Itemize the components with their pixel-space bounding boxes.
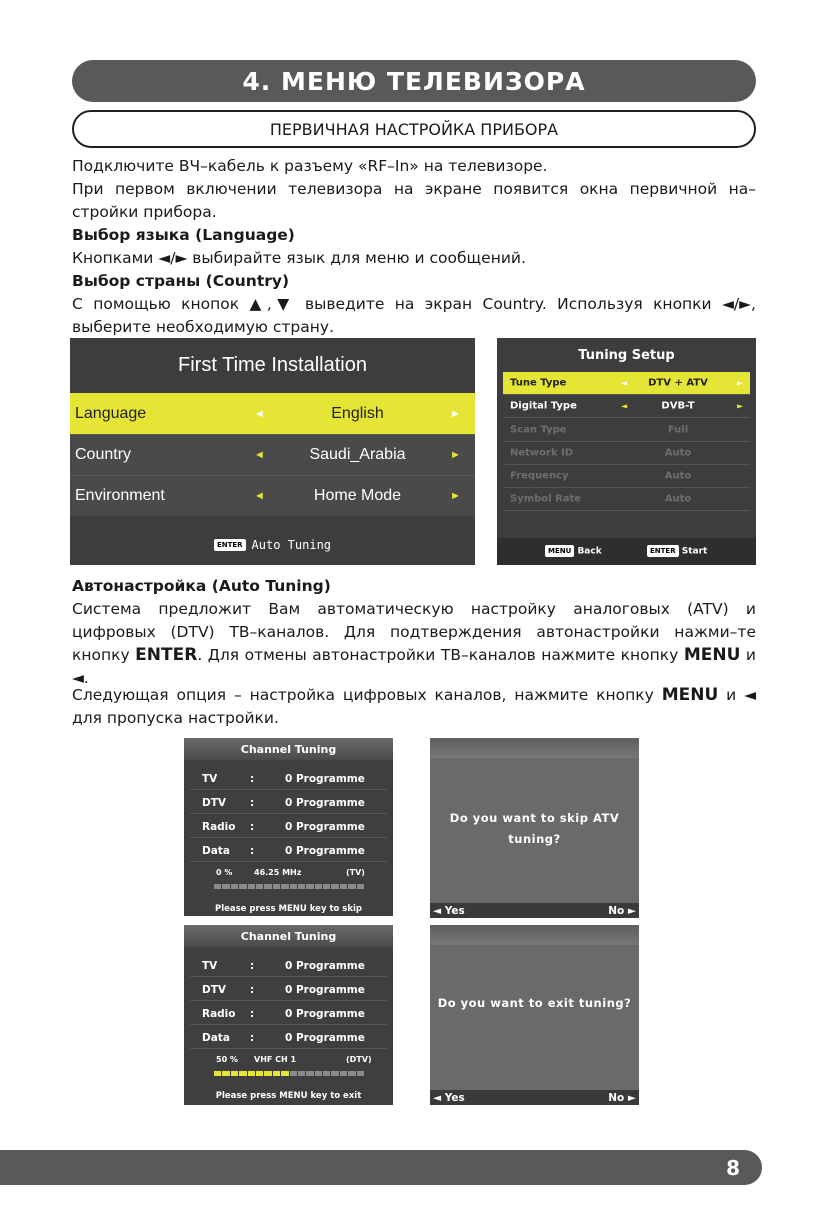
ct-value: 0 Programme bbox=[285, 820, 365, 833]
enter-key-label: ENTER bbox=[135, 645, 198, 665]
progress-segment bbox=[239, 884, 246, 889]
ts-row-label: Frequency bbox=[510, 470, 569, 482]
progress-percent: 50 % bbox=[216, 1055, 238, 1064]
progress-segment bbox=[323, 884, 330, 889]
progress-bar bbox=[214, 884, 364, 889]
enter-key-icon: ENTER bbox=[214, 539, 246, 551]
progress-mode: (TV) bbox=[346, 868, 365, 877]
fti-row-value: English bbox=[331, 404, 384, 422]
ct-value: 0 Programme bbox=[285, 959, 365, 972]
enter-key-icon: ENTER bbox=[647, 545, 679, 557]
ct-row-dtv bbox=[190, 792, 387, 814]
fti-row-value: Home Mode bbox=[313, 487, 402, 504]
ct-colon: : bbox=[250, 844, 255, 857]
ct-row-radio bbox=[190, 1003, 387, 1025]
ct-colon: : bbox=[250, 959, 255, 972]
page-footer bbox=[0, 1150, 762, 1185]
ct-colon: : bbox=[250, 772, 255, 785]
arrow-left-icon[interactable]: ◄ bbox=[621, 401, 628, 411]
intro-line-1: Подключите ВЧ–кабель к разъему «RF–In» на телевизоре. bbox=[72, 157, 548, 175]
ts-title: Tuning Setup bbox=[578, 347, 675, 363]
skip-atv-dialog bbox=[430, 738, 639, 918]
chapter-title: 4. МЕНЮ ТЕЛЕВИЗОРА bbox=[72, 60, 756, 102]
ct-row-radio bbox=[190, 816, 387, 838]
arrow-left-icon[interactable]: ◄ bbox=[254, 490, 265, 502]
ct-colon: : bbox=[250, 1031, 255, 1044]
arrow-left-icon[interactable]: ◄ bbox=[621, 378, 628, 388]
menu-key-icon: MENU bbox=[545, 545, 574, 557]
ts-row-value: Auto bbox=[664, 447, 692, 459]
ts-row-label: Symbol Rate bbox=[510, 493, 582, 505]
dialog-header bbox=[430, 738, 639, 758]
first-time-installation-screen bbox=[70, 338, 475, 565]
channel-tuning-screen-1 bbox=[184, 738, 393, 916]
ct-value: 0 Programme bbox=[285, 1007, 365, 1020]
dialog-footer bbox=[430, 903, 639, 918]
dialog-message bbox=[430, 808, 639, 850]
ts-row-symbol-rate bbox=[503, 488, 750, 511]
ts-row-frequency bbox=[503, 465, 750, 488]
progress-percent: 0 % bbox=[216, 868, 233, 877]
start-label: Start bbox=[681, 546, 708, 557]
p1-text-b: . Для отмены автонастройки ТВ–каналов нажмите кнопку bbox=[197, 646, 679, 664]
ct-row-data bbox=[190, 1027, 387, 1049]
page-number: 8 bbox=[726, 1155, 740, 1180]
start-hint[interactable] bbox=[647, 545, 707, 557]
ct-value: 0 Programme bbox=[285, 844, 365, 857]
progress-segment bbox=[248, 1071, 255, 1076]
progress-segment bbox=[281, 1071, 288, 1076]
yes-button[interactable]: ◄ Yes bbox=[433, 1091, 465, 1104]
channel-tuning-screen-2 bbox=[184, 925, 393, 1105]
arrow-right-icon[interactable]: ► bbox=[737, 378, 744, 388]
ts-row-tune-type[interactable] bbox=[503, 372, 750, 395]
no-button[interactable]: No ► bbox=[608, 904, 636, 917]
fti-row-country[interactable] bbox=[70, 434, 475, 475]
intro-line-2: При первом включении телевизора на экране появится окна первичной на–стройки прибора. bbox=[72, 180, 756, 221]
ct-colon: : bbox=[250, 820, 255, 833]
progress-segment bbox=[357, 884, 364, 889]
progress-segment bbox=[256, 884, 263, 889]
arrow-right-icon[interactable]: ► bbox=[450, 490, 461, 502]
country-heading: Выбор страны (Country) bbox=[72, 272, 290, 290]
ct-colon: : bbox=[250, 1007, 255, 1020]
ts-row-digital-type[interactable] bbox=[503, 395, 750, 418]
auto-tuning-label: Auto Tuning bbox=[251, 537, 332, 552]
back-label: Back bbox=[577, 546, 602, 557]
ct-label: Data bbox=[202, 1031, 230, 1044]
ts-row-label: Network ID bbox=[510, 447, 574, 459]
fti-row-language[interactable] bbox=[70, 393, 475, 434]
ct-label: DTV bbox=[202, 983, 227, 996]
fti-title: First Time Installation bbox=[178, 354, 367, 376]
progress-segment bbox=[340, 884, 347, 889]
progress-segment bbox=[306, 1071, 313, 1076]
p2-text-b: и ◄ для пропуска настройки. bbox=[72, 686, 757, 727]
ts-row-value: Auto bbox=[664, 493, 692, 505]
progress-segment bbox=[214, 1071, 221, 1076]
fti-row-label: Language bbox=[75, 404, 147, 422]
progress-segment bbox=[348, 884, 355, 889]
progress-segment bbox=[357, 1071, 364, 1076]
progress-mode: (DTV) bbox=[346, 1055, 372, 1064]
ts-row-scan-type bbox=[503, 419, 750, 442]
progress-segment bbox=[273, 884, 280, 889]
ct-row-data bbox=[190, 840, 387, 862]
progress-frequency: 46.25 MHz bbox=[254, 868, 302, 877]
dialog-message: Do you want to exit tuning? bbox=[437, 996, 632, 1010]
progress-segment bbox=[231, 884, 238, 889]
ts-row-value: DTV + ATV bbox=[648, 377, 708, 389]
arrow-right-icon[interactable]: ► bbox=[450, 407, 461, 420]
dialog-message-line-1: Do you want to skip ATV bbox=[449, 811, 620, 825]
ts-footer bbox=[497, 538, 756, 565]
progress-segment bbox=[323, 1071, 330, 1076]
ct-row-tv bbox=[190, 768, 387, 790]
progress-segment bbox=[281, 884, 288, 889]
language-text: Кнопками ◄/► выбирайте язык для меню и сообщений. bbox=[72, 249, 526, 267]
progress-segment bbox=[331, 884, 338, 889]
progress-segment bbox=[290, 1071, 297, 1076]
arrow-right-icon[interactable]: ► bbox=[737, 401, 744, 411]
ct-value: 0 Programme bbox=[285, 983, 365, 996]
progress-segment bbox=[239, 1071, 246, 1076]
ct-label: TV bbox=[202, 772, 218, 785]
progress-bar bbox=[214, 1071, 364, 1076]
fti-footer bbox=[70, 524, 475, 565]
progress-segment bbox=[348, 1071, 355, 1076]
dialog-message-line-2: tuning? bbox=[508, 832, 561, 846]
country-text: С помощью кнопок ▲,▼ выведите на экран Country. Используя кнопки ◄/►, выберите необходимую страну. bbox=[72, 295, 756, 336]
fti-row-environment[interactable] bbox=[70, 475, 475, 516]
progress-segment bbox=[340, 1071, 347, 1076]
ts-row-label: Scan Type bbox=[510, 424, 567, 436]
progress-segment bbox=[231, 1071, 238, 1076]
p1-text-c: и ◄. bbox=[72, 646, 756, 687]
back-hint[interactable] bbox=[545, 545, 602, 557]
ct-label: Radio bbox=[202, 1007, 236, 1020]
progress-segment bbox=[222, 884, 229, 889]
auto-tuning-heading: Автонастройка (Auto Tuning) bbox=[72, 577, 331, 595]
yes-button[interactable]: ◄ Yes bbox=[433, 904, 465, 917]
progress-segment bbox=[315, 1071, 322, 1076]
no-button[interactable]: No ► bbox=[608, 1091, 636, 1104]
progress-segment bbox=[290, 884, 297, 889]
progress-segment bbox=[315, 884, 322, 889]
section-title: ПЕРВИЧНАЯ НАСТРОЙКА ПРИБОРА bbox=[72, 110, 756, 148]
progress-segment bbox=[264, 884, 271, 889]
arrow-left-icon[interactable]: ◄ bbox=[254, 407, 265, 420]
ct-value: 0 Programme bbox=[285, 1031, 365, 1044]
ct-label: Radio bbox=[202, 820, 236, 833]
progress-segment bbox=[298, 884, 305, 889]
progress-segment bbox=[248, 884, 255, 889]
progress-segment bbox=[264, 1071, 271, 1076]
ts-row-value: DVB-T bbox=[661, 400, 695, 412]
dialog-header bbox=[430, 925, 639, 945]
ct-footer: Please press MENU key to skip bbox=[214, 904, 363, 914]
auto-tuning-paragraph-2 bbox=[72, 684, 756, 730]
language-heading: Выбор языка (Language) bbox=[72, 226, 295, 244]
tuning-setup-screen bbox=[497, 338, 756, 565]
p2-text-a: Следующая опция – настройка цифровых каналов, нажмите кнопку bbox=[72, 686, 654, 704]
ct-value: 0 Programme bbox=[285, 772, 365, 785]
arrow-right-icon[interactable]: ► bbox=[450, 449, 461, 461]
dialog-footer bbox=[430, 1090, 639, 1105]
fti-row-label: Country bbox=[75, 446, 132, 463]
ct-label: Data bbox=[202, 844, 230, 857]
progress-segment bbox=[273, 1071, 280, 1076]
progress-segment bbox=[256, 1071, 263, 1076]
progress-segment bbox=[298, 1071, 305, 1076]
progress-segment bbox=[306, 884, 313, 889]
ts-row-label: Tune Type bbox=[510, 377, 567, 389]
ct-colon: : bbox=[250, 796, 255, 809]
menu-key-label: MENU bbox=[661, 685, 719, 705]
auto-tuning-paragraph-1 bbox=[72, 598, 756, 690]
ct-row-tv bbox=[190, 955, 387, 977]
progress-segment bbox=[331, 1071, 338, 1076]
ts-row-label: Digital Type bbox=[510, 400, 577, 412]
progress-segment bbox=[214, 884, 221, 889]
arrow-left-icon[interactable]: ◄ bbox=[254, 449, 265, 461]
ct-label: TV bbox=[202, 959, 218, 972]
ct-value: 0 Programme bbox=[285, 796, 365, 809]
progress-frequency: VHF CH 1 bbox=[254, 1055, 297, 1064]
ct-row-dtv bbox=[190, 979, 387, 1001]
ct-label: DTV bbox=[202, 796, 227, 809]
ts-row-value: Auto bbox=[664, 470, 692, 482]
ct-footer: Please press MENU key to exit bbox=[215, 1091, 362, 1101]
exit-tuning-dialog bbox=[430, 925, 639, 1105]
ct-colon: : bbox=[250, 983, 255, 996]
p1-text-a: Система предложит Вам автоматическую настройку аналоговых (ATV) и цифровых (DTV) ТВ–каналов. Для подтверждения автонастройки нажми–те кнопку bbox=[72, 600, 756, 664]
progress-segment bbox=[222, 1071, 229, 1076]
ct-title: Channel Tuning bbox=[184, 925, 393, 947]
fti-row-value: Saudi_Arabia bbox=[309, 446, 406, 463]
fti-row-label: Environment bbox=[75, 487, 165, 504]
ts-row-network-id bbox=[503, 442, 750, 465]
menu-key-label: MENU bbox=[683, 645, 741, 665]
ts-row-value: Full bbox=[667, 424, 689, 436]
ct-title: Channel Tuning bbox=[184, 738, 393, 760]
